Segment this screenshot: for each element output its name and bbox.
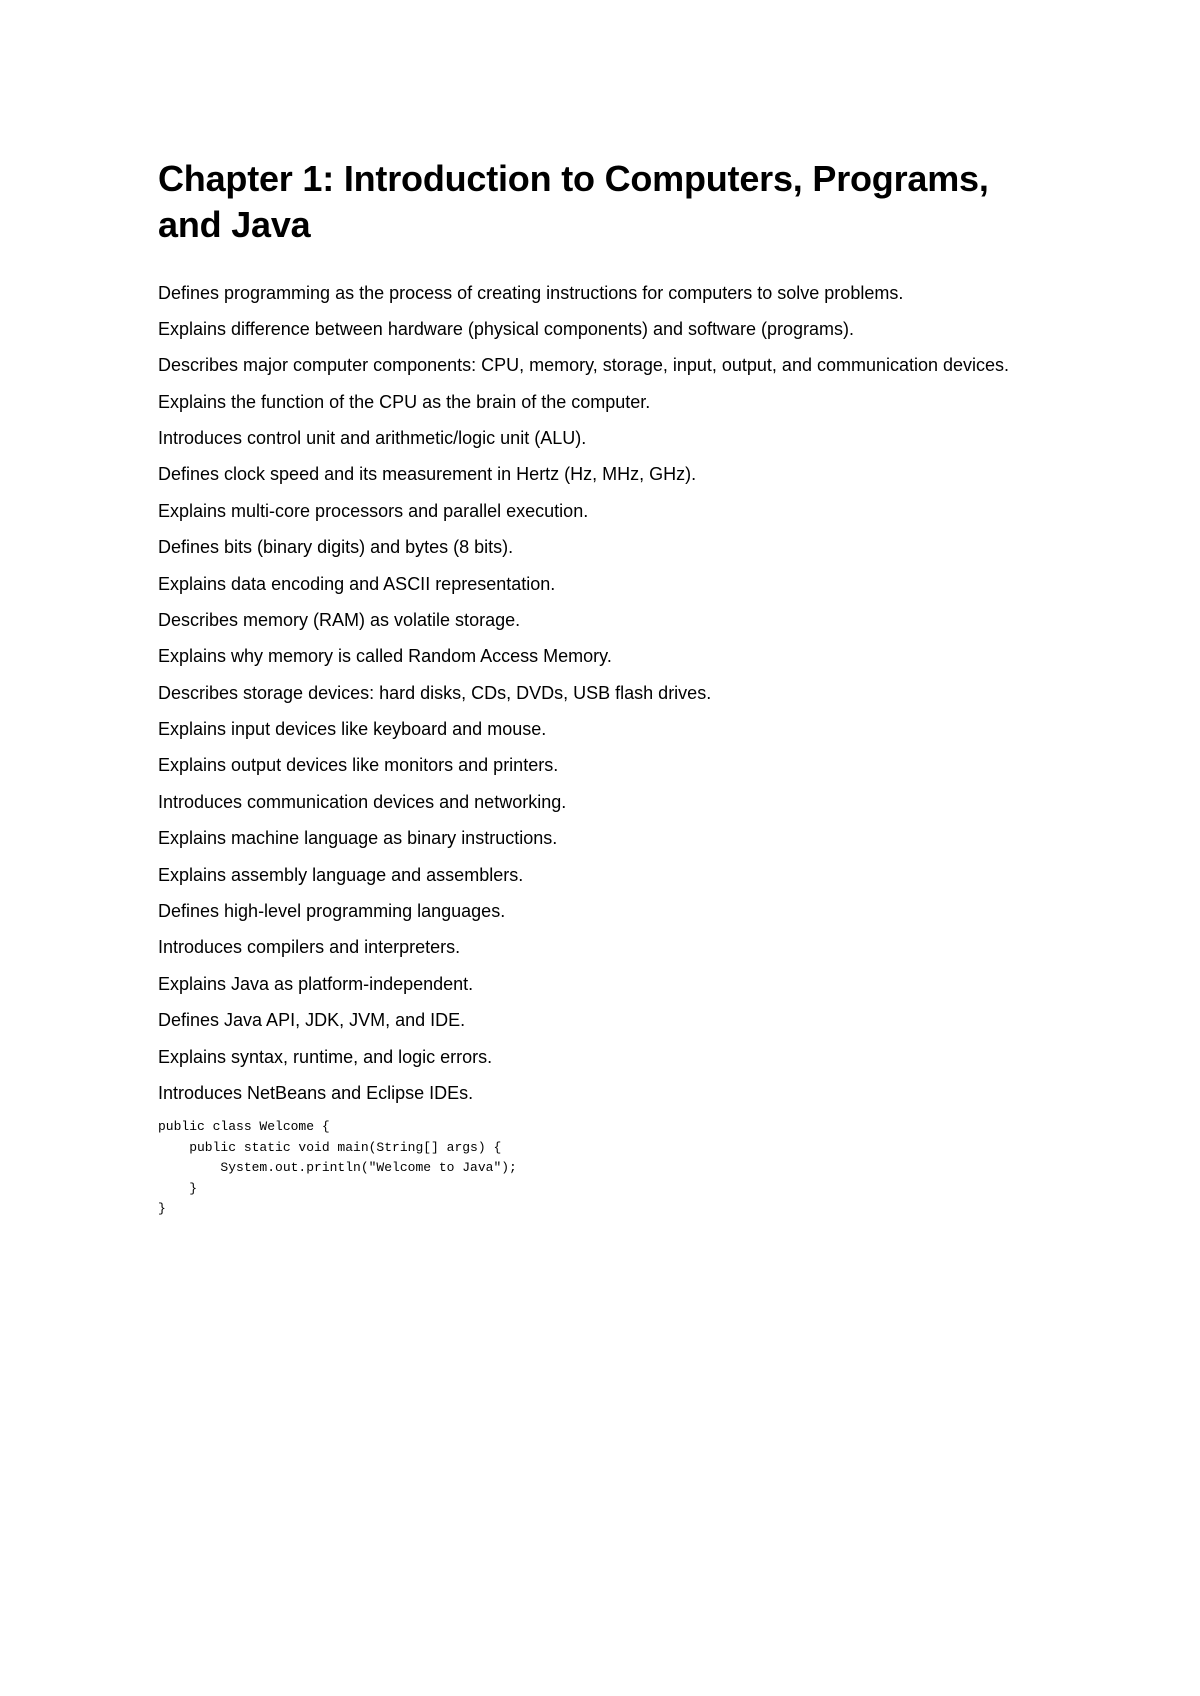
code-line: public class Welcome {	[158, 1119, 330, 1135]
code-line: System.out.println("Welcome to Java");	[158, 1160, 517, 1176]
summary-item: Explains the function of the CPU as the brain of the computer.	[158, 391, 651, 412]
summary-item: Defines high-level programming languages.	[158, 901, 506, 922]
summary-item: Describes memory (RAM) as volatile storage.	[158, 609, 521, 630]
summary-item: Explains difference between hardware (physical components) and software (programs).	[158, 319, 855, 340]
summary-list	[158, 281, 1058, 1105]
summary-item: Explains machine language as binary instructions.	[158, 828, 558, 849]
chapter-title: Chapter 1: Introduction to Computers, Programs, and Java	[158, 158, 989, 245]
summary-item: Introduces compilers and interpreters.	[158, 937, 461, 958]
code-line: }	[158, 1180, 198, 1196]
summary-item: Describes storage devices: hard disks, CDs, DVDs, USB flash drives.	[158, 682, 712, 703]
summary-item: Defines bits (binary digits) and bytes (8 bits).	[158, 537, 514, 558]
summary-item: Explains assembly language and assemblers.	[158, 864, 524, 885]
summary-item: Explains why memory is called Random Access Memory.	[158, 646, 612, 667]
summary-item: Introduces control unit and arithmetic/logic unit (ALU).	[158, 427, 587, 448]
code-block	[158, 1117, 1058, 1220]
summary-item: Introduces NetBeans and Eclipse IDEs.	[158, 1083, 474, 1103]
summary-item: Explains syntax, runtime, and logic errors.	[158, 1046, 493, 1067]
summary-item: Explains data encoding and ASCII representation.	[158, 573, 556, 594]
document-page	[158, 156, 1058, 1220]
summary-item: Defines programming as the process of creating instructions for computers to solve problems.	[158, 283, 904, 303]
summary-item: Introduces communication devices and networking.	[158, 791, 567, 812]
summary-item: Explains multi-core processors and parallel execution.	[158, 500, 589, 521]
summary-item: Explains Java as platform-independent.	[158, 973, 474, 994]
code-line: public static void main(String[] args) {	[158, 1139, 502, 1155]
summary-item: Explains input devices like keyboard and mouse.	[158, 719, 547, 740]
summary-item: Defines Java API, JDK, JVM, and IDE.	[158, 1010, 466, 1031]
summary-item: Explains output devices like monitors and printers.	[158, 755, 559, 776]
summary-item: Defines clock speed and its measurement in Hertz (Hz, MHz, GHz).	[158, 464, 697, 485]
summary-item: Describes major computer components: CPU, memory, storage, input, output, and communication devices.	[158, 354, 1010, 375]
code-line: }	[158, 1201, 166, 1217]
